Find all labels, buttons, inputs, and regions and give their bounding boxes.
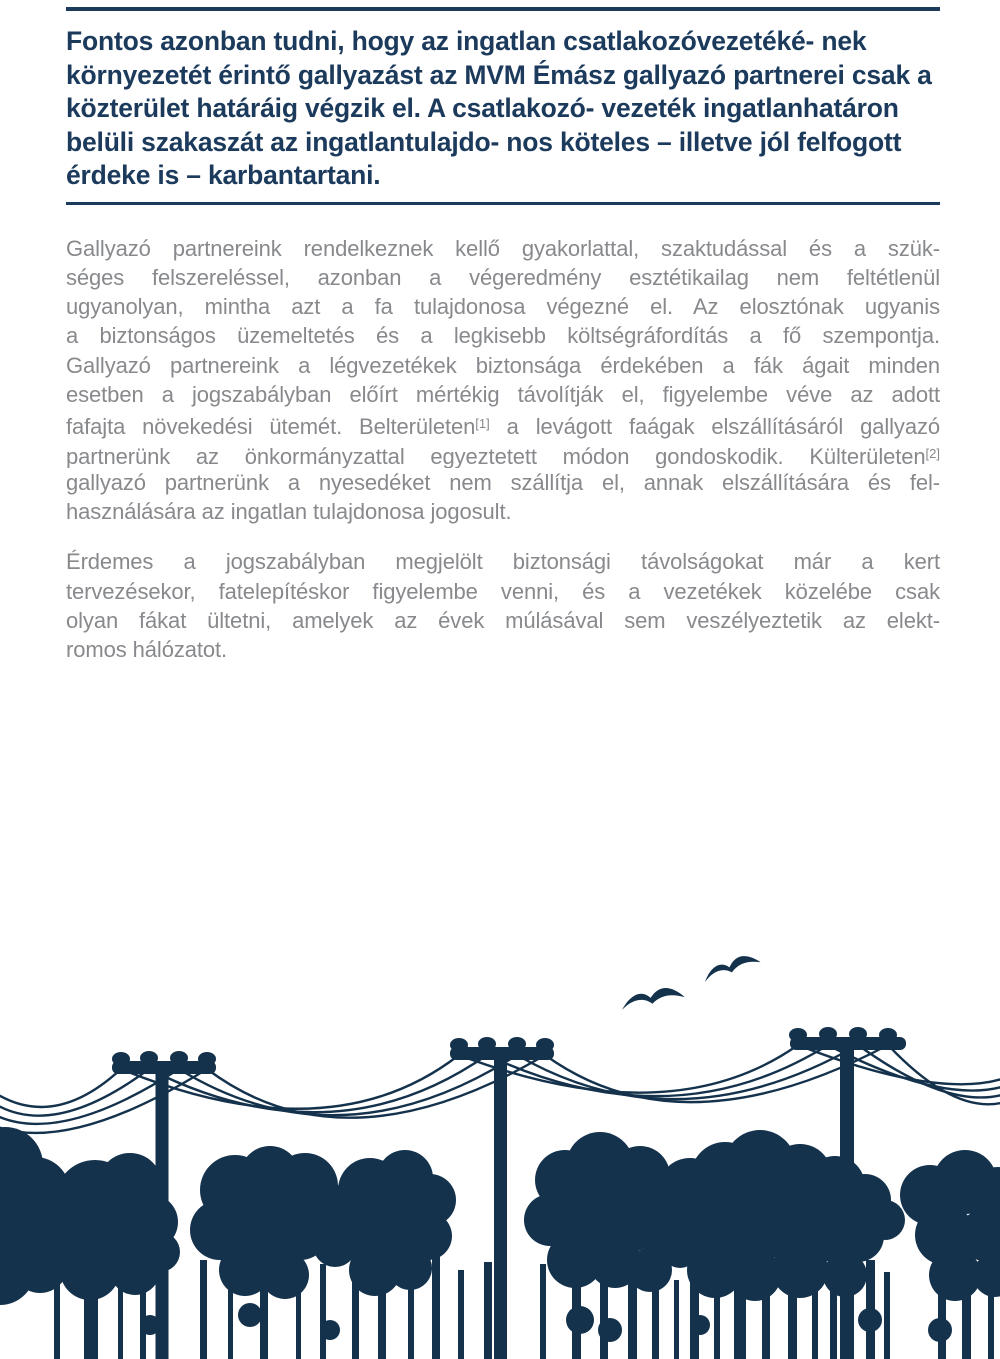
heading-line: Fontos azonban tudni, hogy az ingatlan csatlakozóvezetéké- xyxy=(66,26,815,56)
text-segment: partnerünk az önkormányzattal egyeztetett módon gondoskodik. Külterületen xyxy=(66,443,926,468)
footnote-marker-2: [2] xyxy=(925,445,940,461)
text-line: séges felszereléssel, azonban a végeredmény esztétikailag nem feltétlenül xyxy=(66,264,940,290)
heading-line: nek környezetét érintő gallyazást az MVM Émász gallyazó xyxy=(66,26,867,90)
bird-icon xyxy=(620,985,686,1010)
text-line: ugyanolyan, mintha azt a fa tulajdonosa végezné el. Az elosztónak ugyanis xyxy=(66,294,940,320)
text-line: a biztonságos üzemeltetés és a legkisebb költségráfordítás a fő szempontja. xyxy=(66,323,940,349)
text-segment: a levágott faágak elszállításáról gallyazó xyxy=(489,414,940,439)
text-line: Érdemes a jogszabályban megjelölt biztonsági távolságokat már a kert xyxy=(66,549,940,575)
text-line: használására az ingatlan tulajdonosa jogosult. xyxy=(66,499,512,525)
heading-divider xyxy=(66,202,940,205)
heading-line: vezeték ingatlanhatáron belüli szakaszát az ingatlantulajdo- xyxy=(66,93,899,157)
bird-icon xyxy=(701,952,762,982)
heading-line: nos köteles – illetve jól felfogott érdeke is – karbantartani. xyxy=(66,126,902,190)
heading-line: partnerei csak a közterület határáig végzik el. A csatlakozó- xyxy=(66,59,932,123)
text-line-with-footnote xyxy=(66,409,940,438)
text-line: olyan fákat ültetni, amelyek az évek múlásával sem veszélyeztetik az elekt- xyxy=(66,608,940,634)
paragraph-2 xyxy=(66,547,940,664)
page-heading xyxy=(66,25,940,193)
text-line: Gallyazó partnereink rendelkeznek kellő gyakorlattal, szaktudással és a szük- xyxy=(66,235,940,261)
paragraph-1 xyxy=(66,234,940,527)
text-segment: fafajta növekedési ütemét. Belterületen xyxy=(66,414,476,439)
text-line: esetben a jogszabályban előírt mértékig távolítják el, figyelembe véve az adott xyxy=(66,381,940,407)
power-lines-illustration xyxy=(0,930,1000,1359)
text-line: romos hálózatot. xyxy=(66,637,228,663)
text-line: tervezésekor, fatelepítéskor figyelembe venni, és a vezetékek közelébe csak xyxy=(66,578,940,604)
text-line: Gallyazó partnereink a légvezetékek biztonsága érdekében a fák ágait minden xyxy=(66,352,940,378)
top-divider xyxy=(66,7,940,11)
text-line: gallyazó partnerünk a nyesedéket nem szállítja el, annak elszállítására és fel- xyxy=(66,469,940,495)
footnote-marker-1: [1] xyxy=(475,416,490,432)
text-column xyxy=(0,7,1000,665)
text-line-with-footnote xyxy=(66,439,940,468)
